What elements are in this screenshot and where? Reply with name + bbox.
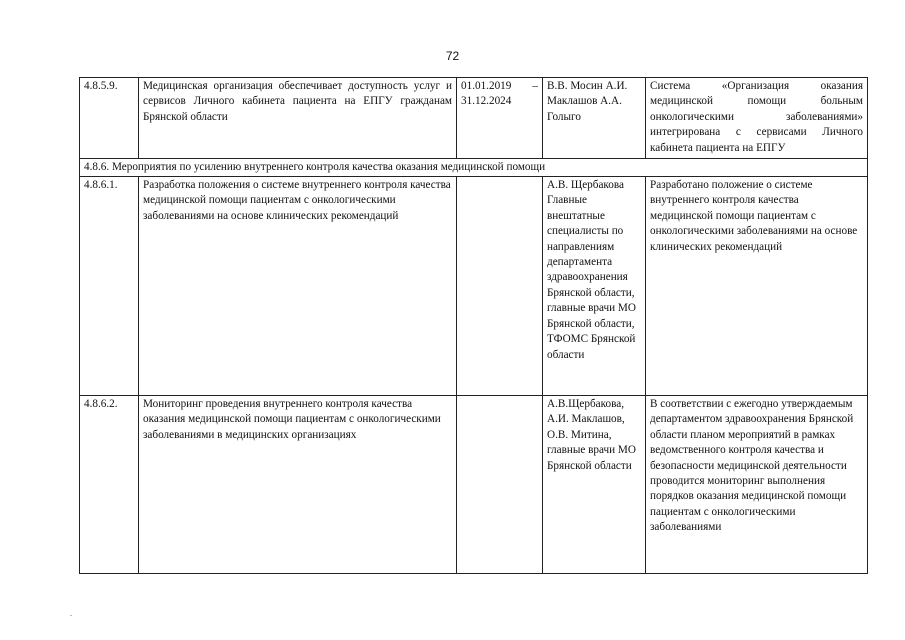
activity-plan-table <box>79 77 868 574</box>
item-number: 4.8.6.2. <box>80 396 139 574</box>
table-row <box>80 177 868 396</box>
table-row <box>80 78 868 159</box>
item-number: 4.8.6.1. <box>80 177 139 396</box>
section-row <box>80 159 868 177</box>
item-period <box>457 177 543 396</box>
item-period <box>457 396 543 574</box>
page-number: 72 <box>445 49 460 63</box>
item-responsible: В.В. Мосин А.И. Маклашов А.А. Голыго <box>543 78 646 159</box>
item-description: Разработка положения о системе внутреннего контроля качества медицинской помощи пациентам с онкологическими заболеваниями на основе клинических рекомендаций <box>139 177 457 396</box>
item-number: 4.8.5.9. <box>80 78 139 159</box>
item-result: Разработано положение о системе внутреннего контроля качества медицинской помощи пациентам с онкологическими заболеваниями на основе клинических рекомендаций <box>646 177 868 396</box>
item-result: В соответствии с ежегодно утверждаемым департаментом здравоохранения Брянской области планом мероприятий в рамках ведомственного контроля качества и безопасности медицинской деятельности проводится мониторинг выполнения порядков оказания медицинской помощи пациентам с онкологическими заболеваниями <box>646 396 868 574</box>
section-title: 4.8.6. Мероприятия по усилению внутреннего контроля качества оказания медицинской помощи <box>80 159 868 177</box>
item-description: Мониторинг проведения внутреннего контроля качества оказания медицинской помощи пациентам с онкологическими заболеваниями в медицинских организациях <box>139 396 457 574</box>
item-description: Медицинская организация обеспечивает доступность услуг и сервисов Личного кабинета пациента на ЕПГУ гражданам Брянской области <box>139 78 457 159</box>
table-row <box>80 396 868 574</box>
item-responsible: А.В. Щербакова Главные внештатные специалисты по направлениям департамента здравоохранения Брянской области, главные врачи МО Брянской области, ТФОМС Брянской области <box>543 177 646 396</box>
item-responsible: А.В.Щербакова, А.И. Маклашов, О.В. Митина, главные врачи МО Брянской области <box>543 396 646 574</box>
item-period: 01.01.2019 – 31.12.2024 <box>457 78 543 159</box>
item-result: Система «Организация оказания медицинской помощи больным онкологическими заболеваниями» интегрирована с сервисами Личного кабинета пациента на ЕПГУ <box>646 78 868 159</box>
scan-mark <box>70 615 72 616</box>
